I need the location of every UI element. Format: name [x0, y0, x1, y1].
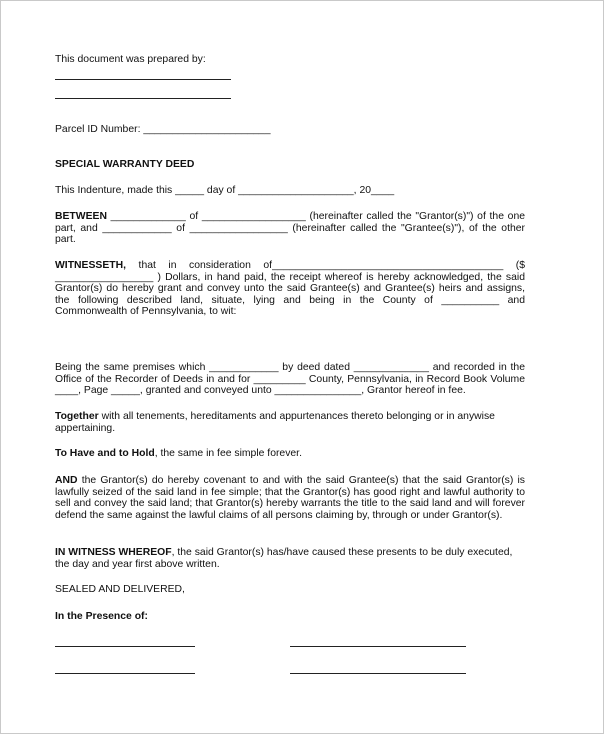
- witness-line-left-2[interactable]: [55, 673, 195, 674]
- indenture-line: This Indenture, made this _____ day of ____________________, 20____: [55, 185, 395, 196]
- premises-clause: Being the same premises which ____________ by deed dated _____________ and recorded in the Office of the Recorder of Deeds in and for _________ County, Pennsylvania, in Record Book Volume ____, Page _____, granted and conveyed unto _______________, Grantor hereof in fee.: [55, 362, 525, 396]
- between-label: BETWEEN: [55, 211, 107, 222]
- deed-title: SPECIAL WARRANTY DEED: [55, 159, 195, 170]
- witness-line-left-1[interactable]: [55, 646, 195, 647]
- prepared-by-line-2[interactable]: [55, 98, 231, 99]
- and-label: AND: [55, 475, 78, 486]
- together-text: with all tenements, hereditaments and appurtenances thereto belonging or in anywise appertaining.: [55, 411, 495, 434]
- witnesseth-clause: [55, 260, 525, 318]
- parcel-id: Parcel ID Number: ______________________: [55, 124, 271, 135]
- to-have-label: To Have and to Hold: [55, 448, 155, 459]
- witnesseth-label: WITNESSETH,: [55, 260, 127, 271]
- and-text: the Grantor(s) do hereby covenant to and with the said Grantee(s) that the said Grantor(s) is lawfully seized of the said land in fee simple; that the Grantor(s) has good right and lawful authority to sell and convey the said land; that Grantor(s) hereby warrants the title to the said land and will forever defend the same against the lawful claims of all persons claiming by, through or under Grantor(s).: [55, 475, 525, 521]
- sealed-delivered: SEALED AND DELIVERED,: [55, 584, 185, 595]
- prepared-by-line-1[interactable]: [55, 79, 231, 80]
- witness-line-right-1[interactable]: [290, 646, 466, 647]
- between-clause: [55, 211, 525, 246]
- to-have-clause: [55, 448, 525, 460]
- together-clause: [55, 411, 525, 434]
- presence-label: In the Presence of:: [55, 611, 148, 622]
- witnesseth-text: that in consideration of________________________________________ ($ _________________ ) Dollars, in hand paid, the receipt whereof is hereby acknowledged, the said Grantor(s) do hereby grant and convey unto the said Grantee(s) and Grantee(s) heirs and assigns, the following described land, situate, lying and being in the County of __________ and Commonwealth of Pennsylvania, to wit:: [55, 260, 525, 317]
- in-witness-clause: [55, 547, 525, 570]
- in-witness-text: , the said Grantor(s) has/have caused these presents to be duly executed, the day and year first above written.: [55, 547, 513, 570]
- and-clause: [55, 475, 525, 521]
- to-have-text: , the same in fee simple forever.: [154, 448, 302, 459]
- together-label: Together: [55, 411, 99, 422]
- in-witness-label: IN WITNESS WHEREOF: [55, 547, 172, 558]
- witness-line-right-2[interactable]: [290, 673, 466, 674]
- prepared-by-label: This document was prepared by:: [55, 54, 206, 65]
- between-text: _____________ of __________________ (hereinafter called the "Grantor(s)") of the one part, and ____________ of _________________ (hereinafter called the "Grantee(s)"), of the other part.: [55, 211, 525, 245]
